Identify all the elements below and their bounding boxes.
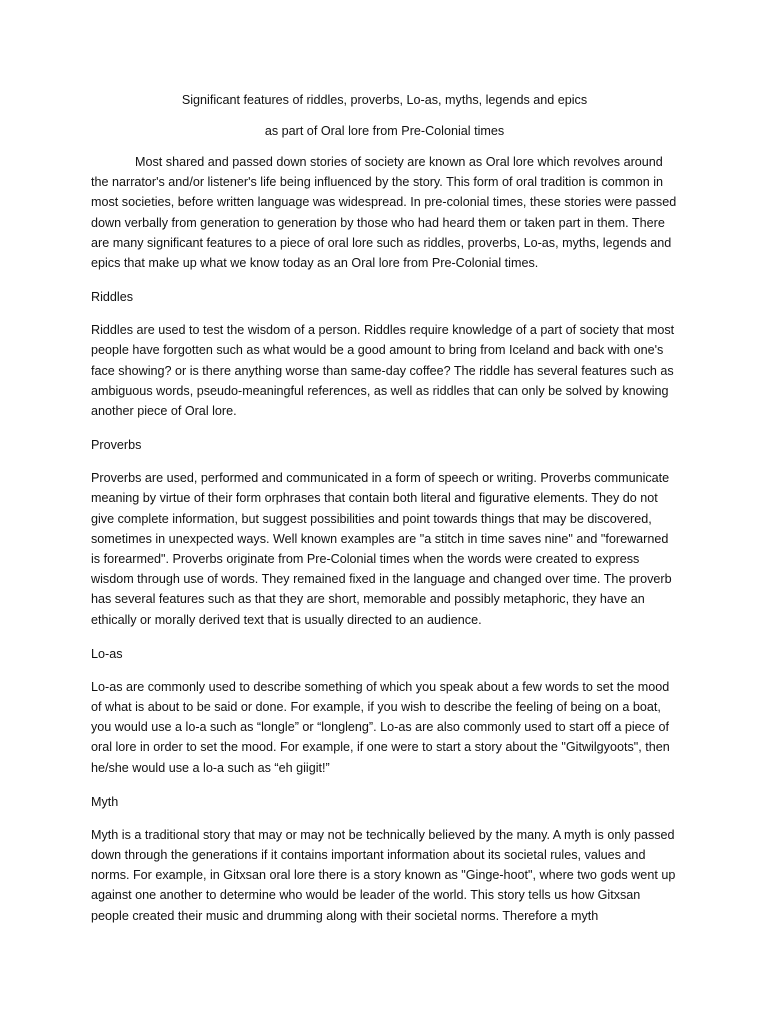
section-body-myth: Myth is a traditional story that may or may not be technically believed by the many. A myth is only passed down through the generations if it contains important information about its societal rules, values and norms. For example, in Gitxsan oral lore there is a story known as "Ginge-hoot", where two gods went up against one another to determine who would be leader of the world. This story tells us how Gitxsan people created their music and drumming along with their societal norms. Therefore a myth [91, 827, 676, 923]
section-heading-proverbs: Proverbs [91, 438, 142, 453]
intro-paragraph: Most shared and passed down stories of society are known as Oral lore which revolves around the narrator's and/or listener's life being influenced by the story. This form of oral tradition is common in most societies, before written language was widespread. In pre-colonial times, these stories were passed down verbally from generation to generation by those who had heard them or taken part in them. There are many significant features to a piece of oral lore such as riddles, proverbs, Lo-as, myths, legends and epics that make up what we know today as an Oral lore from Pre-Colonial times. [91, 155, 677, 271]
section-body-proverbs: Proverbs are used, performed and communicated in a form of speech or writing. Proverbs communicate meaning by virtue of their form orphrases that contain both literal and figurative elements. They do not give complete information, but suggest possibilities and point towards things that may be discovered, sometimes in unexpected ways. Well known examples are "a stitch in time saves nine" and "forewarned is forearmed". Proverbs originate from Pre-Colonial times when the words were created to express wisdom through use of words. They remained fixed in the language and changed over time. The proverb has several features such as that they are short, memorable and possibly metaphoric, they have an ethically or morally derived text that is usually directed to an audience. [91, 471, 672, 627]
section-heading-riddles: Riddles [91, 290, 133, 305]
document-title-line-1: Significant features of riddles, proverbs, Lo-as, myths, legends and epics [181, 93, 588, 107]
section-body-lo-as: Lo-as are commonly used to describe something of which you speak about a few words to set the mood of what is about to be said or done. For example, if you wish to describe the feeling of being on a boat, you would use a lo-a such as “longle” or “longleng”. Lo-as are also commonly used to start off a piece of oral lore in order to set the mood. For example, if one were to start a story about the "Gitwilgyoots", then he/she would use a lo-a such as “eh giigit!” [91, 679, 670, 775]
section-body-riddles: Riddles are used to test the wisdom of a person. Riddles require knowledge of a part of society that most people have forgotten such as what would be a good amount to bring from Iceland and back with one's face showing? or is there anything worse than same-day coffee? The riddle has several features such as ambiguous words, pseudo-meaningful references, as well as riddles that can only be solved by knowing another piece of Oral lore. [91, 323, 675, 419]
section-heading-lo-as: Lo-as [91, 646, 123, 661]
section-heading-myth: Myth [91, 794, 119, 809]
document-title-line-2: as part of Oral lore from Pre-Colonial times [264, 124, 505, 138]
